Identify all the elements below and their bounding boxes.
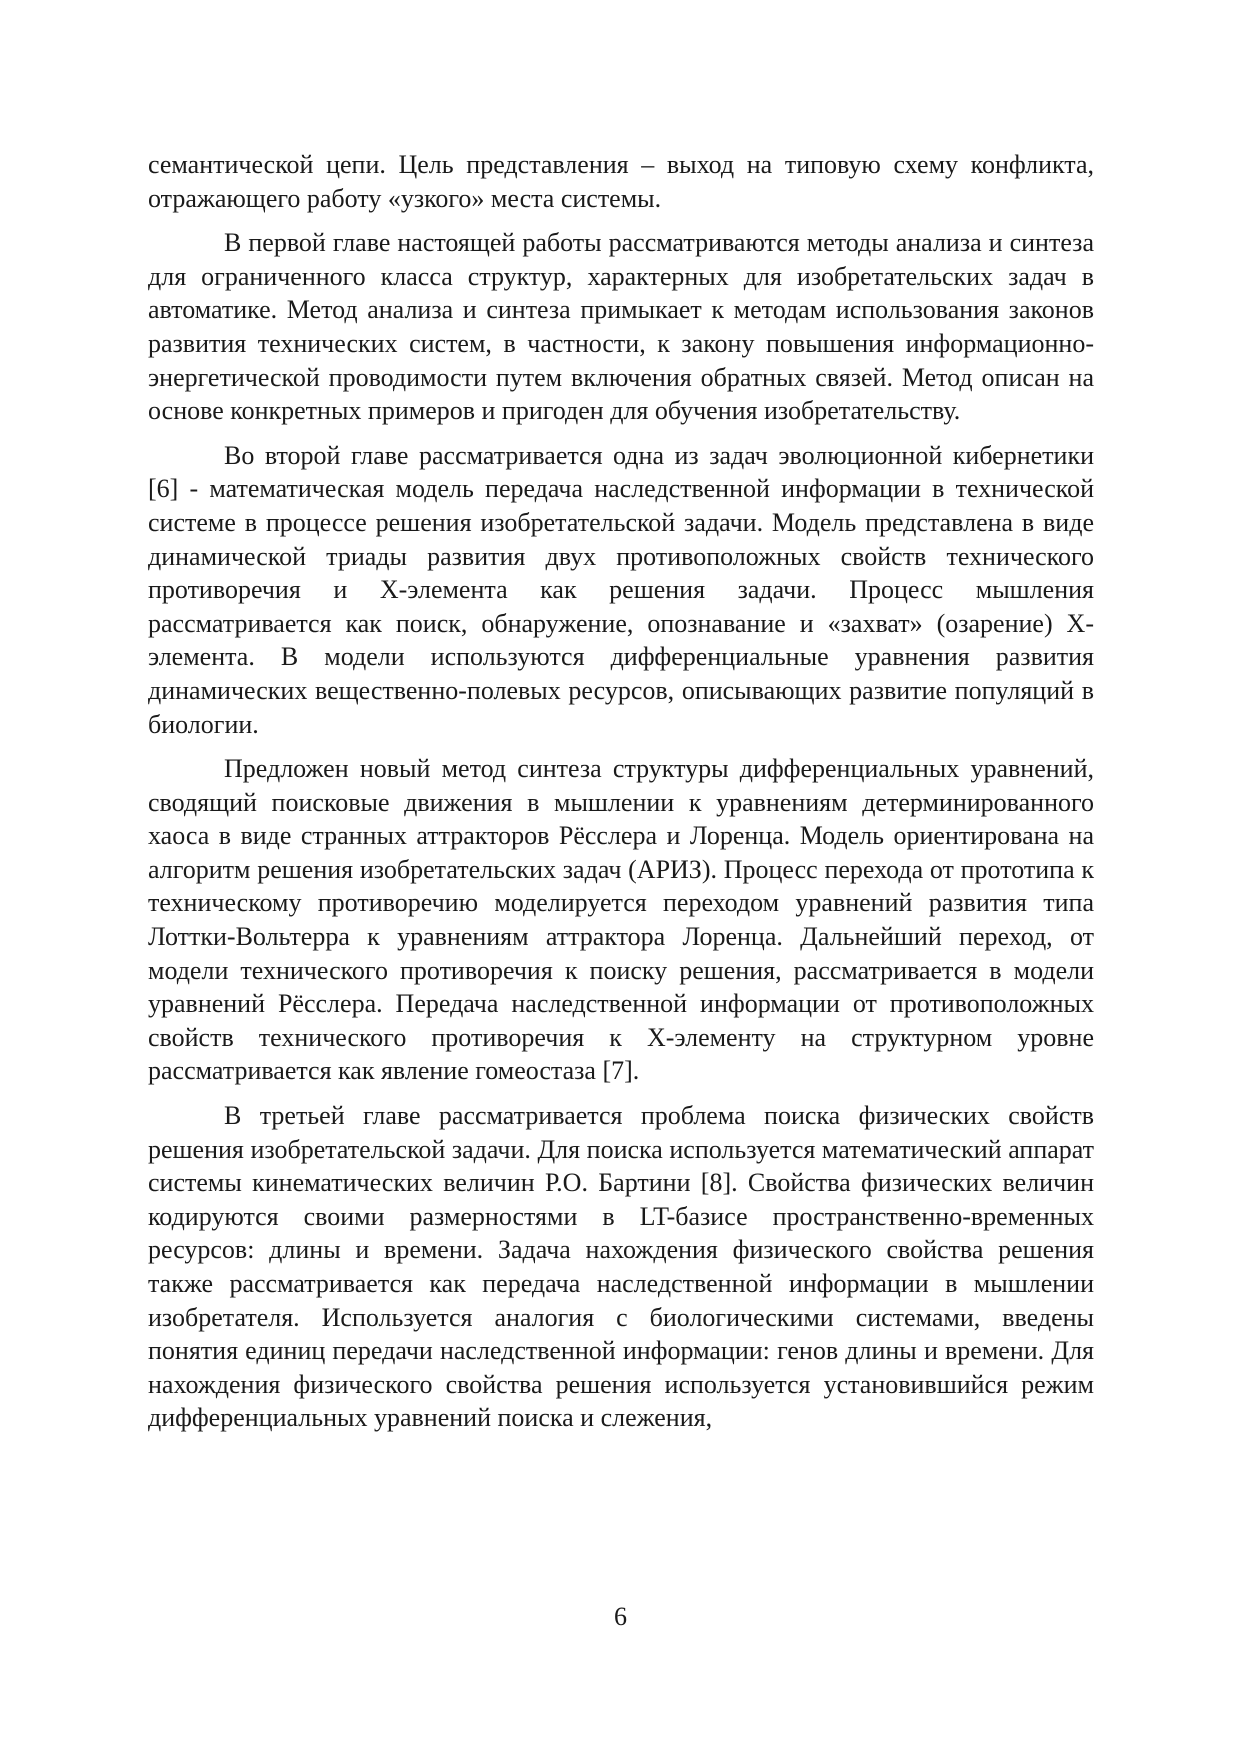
body-text — [148, 148, 1094, 1446]
page-number: 6 — [614, 1602, 627, 1631]
paragraph-chapter-three: В третьей главе рассматривается проблема поиска физических свойств решения изобретательской задачи. Для поиска используется математический аппарат системы кинематических величин Р.О. Бартини [8]. Свойства физических величин кодируются своими размерностями в LT-базисе пространственно-временных ресурсов: длины и времени. Задача нахождения физического свойства решения также рассматривается как передача наследственной информации в мышлении изобретателя. Используется аналогия с биологическими системами, введены понятия единиц передачи наследственной информации: генов длины и времени. Для нахождения физического свойства решения используется установившийся режим дифференциальных уравнений поиска и слежения, — [148, 1101, 1094, 1433]
paragraph-chapter-two: Во второй главе рассматривается одна из задач эволюционной кибернетики [6] - математическая модель передача наследственной информации в технической системе в процессе решения изобретательской задачи. Модель представлена в виде динамической триады развития двух противоположных свойств технического противоречия и Х-элемента как решения задачи. Процесс мышления рассматривается как поиск, обнаружение, опознавание и «захват» (озарение) Х-элемента. В модели используются дифференциальные уравнения развития динамических вещественно-полевых ресурсов, описывающих развитие популяций в биологии. — [148, 440, 1094, 739]
paragraph-new-method: Предложен новый метод синтеза структуры дифференциальных уравнений, сводящий поисковые движения в мышлении к уравнениям детерминированного хаоса в виде странных аттракторов Рёсслера и Лоренца. Модель ориентирована на алгоритм решения изобретательских задач (АРИЗ). Процесс перехода от прототипа к техническому противоречию моделируется переходом уравнений развития типа Лоттки-Вольтерра к уравнениям аттрактора Лоренца. Дальнейший переход, от модели технического противоречия к поиску решения, рассматривается в модели уравнений Рёсслера. Передача наследственной информации от противоположных свойств технического противоречия к Х-элементу на структурном уровне рассматривается как явление гомеостаза [7]. — [148, 754, 1094, 1086]
paragraph-continuation: семантической цепи. Цель представления – выход на типовую схему конфликта, отражающего работу «узкого» места системы. — [148, 150, 1094, 213]
paragraph-chapter-one: В первой главе настоящей работы рассматриваются методы анализа и синтеза для ограниченного класса структур, характерных для изобретательских задач в автоматике. Метод анализа и синтеза примыкает к методам использования законов развития технических систем, в частности, к закону повышения информационно-энергетической проводимости путем включения обратных связей. Метод описан на основе конкретных примеров и пригоден для обучения изобретательству. — [148, 228, 1094, 426]
